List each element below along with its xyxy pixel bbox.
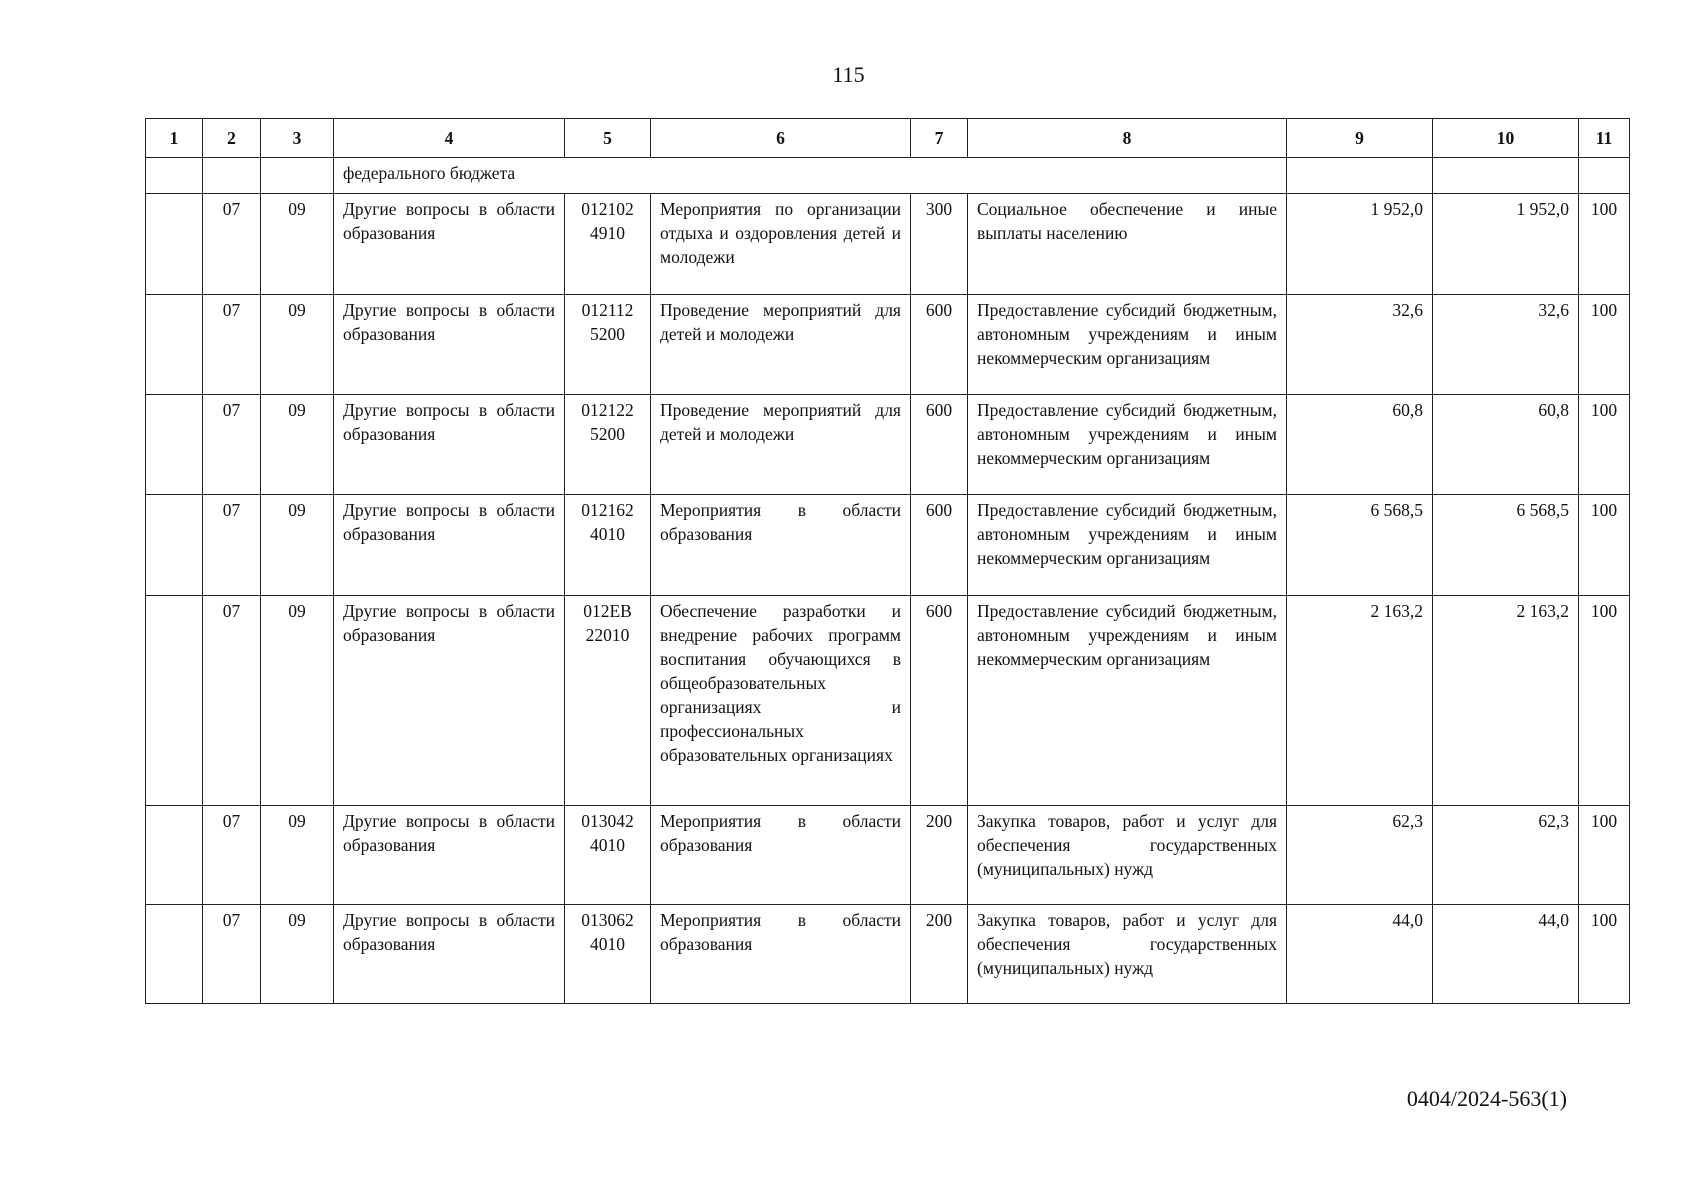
cell-col-1	[146, 905, 203, 1004]
document-code: 0404/2024-563(1)	[1406, 1086, 1567, 1111]
table-cell	[1579, 158, 1630, 194]
cell-subsection: 09	[261, 806, 334, 905]
table-row	[146, 495, 1630, 596]
cell-expense-type: 300	[911, 194, 968, 295]
cell-target-code: 013042 4010	[565, 806, 651, 905]
cell-expense-name: Закупка товаров, работ и услуг для обеспечения государственных (муниципальных) нужд	[968, 806, 1287, 905]
cell-section: 07	[203, 806, 261, 905]
cell-section-name: Другие вопросы в области образования	[334, 295, 565, 395]
budget-table	[145, 118, 1630, 1004]
cell-col-1	[146, 806, 203, 905]
cell-expense-name: Предоставление субсидий бюджетным, автономным учреждениям и иным некоммерческим организациям	[968, 596, 1287, 806]
continuation-row	[146, 158, 1630, 194]
cell-actual-amount: 6 568,5	[1433, 495, 1579, 596]
cell-expense-name: Предоставление субсидий бюджетным, автономным учреждениям и иным некоммерческим организациям	[968, 395, 1287, 495]
cell-planned-amount: 44,0	[1287, 905, 1433, 1004]
cell-target-name: Мероприятия в области образования	[651, 495, 911, 596]
header-col-1: 1	[146, 119, 203, 158]
cell-planned-amount: 1 952,0	[1287, 194, 1433, 295]
cell-section: 07	[203, 495, 261, 596]
cell-target-code: 012162 4010	[565, 495, 651, 596]
cell-target-name: Проведение мероприятий для детей и молодежи	[651, 295, 911, 395]
cell-target-name: Мероприятия по организации отдыха и оздоровления детей и молодежи	[651, 194, 911, 295]
cell-expense-type: 600	[911, 295, 968, 395]
cell-expense-type: 600	[911, 495, 968, 596]
cell-actual-amount: 62,3	[1433, 806, 1579, 905]
cell-col-1	[146, 395, 203, 495]
table-row	[146, 806, 1630, 905]
header-col-2: 2	[203, 119, 261, 158]
continuation-text: федерального бюджета	[334, 158, 1287, 194]
cell-col-1	[146, 194, 203, 295]
cell-col-1	[146, 495, 203, 596]
cell-section-name: Другие вопросы в области образования	[334, 495, 565, 596]
cell-planned-amount: 60,8	[1287, 395, 1433, 495]
cell-section: 07	[203, 194, 261, 295]
cell-col-1	[146, 295, 203, 395]
cell-section-name: Другие вопросы в области образования	[334, 596, 565, 806]
cell-actual-amount: 1 952,0	[1433, 194, 1579, 295]
header-col-4: 4	[334, 119, 565, 158]
header-col-3: 3	[261, 119, 334, 158]
table-cell	[1433, 158, 1579, 194]
header-col-11: 11	[1579, 119, 1630, 158]
cell-subsection: 09	[261, 905, 334, 1004]
header-row	[146, 119, 1630, 158]
header-col-7: 7	[911, 119, 968, 158]
table-cell	[1287, 158, 1433, 194]
header-col-6: 6	[651, 119, 911, 158]
cell-col-1	[146, 596, 203, 806]
cell-target-code: 012ЕВ 22010	[565, 596, 651, 806]
cell-target-code: 012122 5200	[565, 395, 651, 495]
cell-target-code: 012112 5200	[565, 295, 651, 395]
table-cell	[203, 158, 261, 194]
cell-section: 07	[203, 295, 261, 395]
cell-percent: 100	[1579, 194, 1630, 295]
cell-planned-amount: 62,3	[1287, 806, 1433, 905]
table-cell	[261, 158, 334, 194]
cell-section-name: Другие вопросы в области образования	[334, 806, 565, 905]
cell-section-name: Другие вопросы в области образования	[334, 194, 565, 295]
cell-section: 07	[203, 596, 261, 806]
cell-actual-amount: 2 163,2	[1433, 596, 1579, 806]
cell-subsection: 09	[261, 395, 334, 495]
cell-target-name: Мероприятия в области образования	[651, 905, 911, 1004]
cell-target-code: 013062 4010	[565, 905, 651, 1004]
cell-section: 07	[203, 395, 261, 495]
page-number: 115	[832, 62, 865, 87]
cell-target-code: 012102 4910	[565, 194, 651, 295]
cell-subsection: 09	[261, 495, 334, 596]
cell-subsection: 09	[261, 295, 334, 395]
cell-percent: 100	[1579, 495, 1630, 596]
cell-subsection: 09	[261, 194, 334, 295]
cell-expense-name: Закупка товаров, работ и услуг для обеспечения государственных (муниципальных) нужд	[968, 905, 1287, 1004]
cell-actual-amount: 32,6	[1433, 295, 1579, 395]
cell-expense-name: Социальное обеспечение и иные выплаты населению	[968, 194, 1287, 295]
cell-planned-amount: 6 568,5	[1287, 495, 1433, 596]
header-col-9: 9	[1287, 119, 1433, 158]
header-col-10: 10	[1433, 119, 1579, 158]
cell-percent: 100	[1579, 596, 1630, 806]
cell-planned-amount: 2 163,2	[1287, 596, 1433, 806]
cell-target-name: Обеспечение разработки и внедрение рабочих программ воспитания обучающихся в общеобразовательных организациях и профессиональных образовательных организациях	[651, 596, 911, 806]
cell-expense-type: 600	[911, 395, 968, 495]
table-row	[146, 596, 1630, 806]
cell-target-name: Мероприятия в области образования	[651, 806, 911, 905]
cell-expense-type: 200	[911, 806, 968, 905]
cell-section: 07	[203, 905, 261, 1004]
cell-target-name: Проведение мероприятий для детей и молодежи	[651, 395, 911, 495]
cell-expense-type: 600	[911, 596, 968, 806]
cell-percent: 100	[1579, 395, 1630, 495]
cell-section-name: Другие вопросы в области образования	[334, 395, 565, 495]
table-row	[146, 395, 1630, 495]
cell-percent: 100	[1579, 295, 1630, 395]
cell-percent: 100	[1579, 905, 1630, 1004]
table-row	[146, 295, 1630, 395]
cell-subsection: 09	[261, 596, 334, 806]
header-col-5: 5	[565, 119, 651, 158]
cell-percent: 100	[1579, 806, 1630, 905]
table-row	[146, 905, 1630, 1004]
cell-expense-name: Предоставление субсидий бюджетным, автономным учреждениям и иным некоммерческим организациям	[968, 495, 1287, 596]
table-cell	[146, 158, 203, 194]
table-row	[146, 194, 1630, 295]
cell-section-name: Другие вопросы в области образования	[334, 905, 565, 1004]
cell-actual-amount: 60,8	[1433, 395, 1579, 495]
cell-actual-amount: 44,0	[1433, 905, 1579, 1004]
cell-expense-type: 200	[911, 905, 968, 1004]
cell-planned-amount: 32,6	[1287, 295, 1433, 395]
header-col-8: 8	[968, 119, 1287, 158]
cell-expense-name: Предоставление субсидий бюджетным, автономным учреждениям и иным некоммерческим организациям	[968, 295, 1287, 395]
